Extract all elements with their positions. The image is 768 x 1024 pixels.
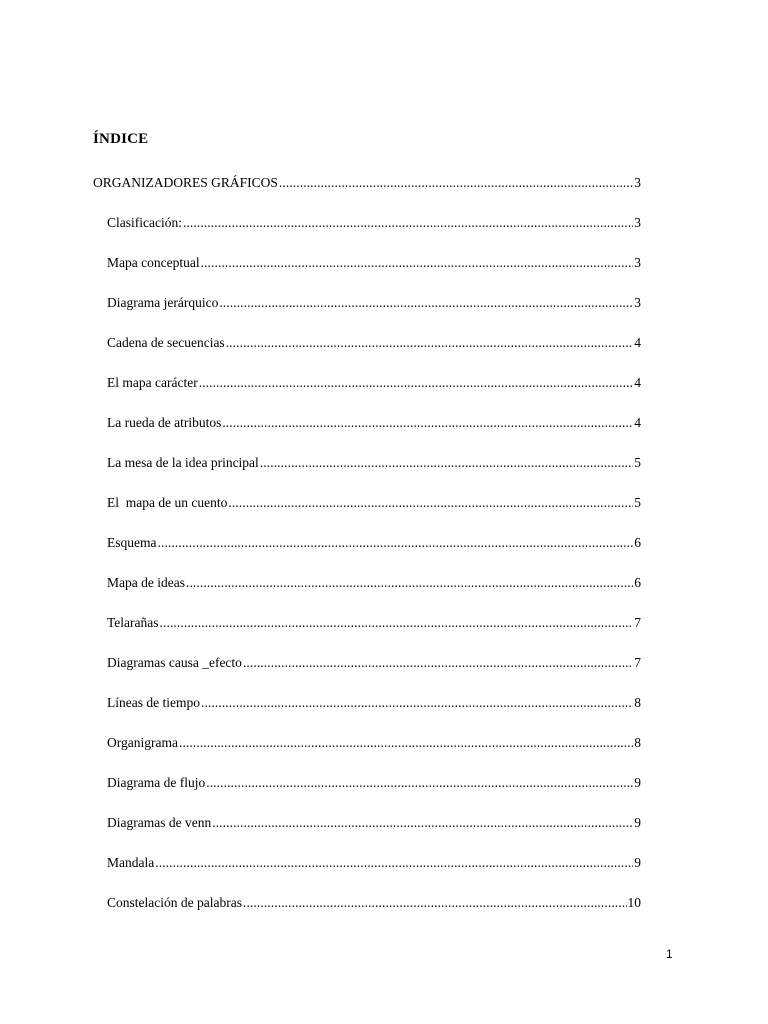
toc-entry-page: 10 [627, 895, 641, 910]
toc-entry-title: Diagrama de flujo [107, 775, 206, 790]
toc-entry[interactable] [93, 893, 641, 933]
toc-entry-title: Mapa de ideas [107, 575, 185, 590]
dot-leader [279, 173, 633, 193]
toc-entry-page: 4 [634, 415, 641, 430]
toc-entry-page: 4 [634, 335, 641, 350]
toc-entry-title: La mesa de la idea principal [107, 455, 259, 470]
toc-entry-title: Líneas de tiempo [107, 695, 200, 710]
toc-entry[interactable] [93, 533, 641, 573]
toc-entry[interactable] [93, 653, 641, 693]
toc-entry[interactable] [93, 853, 641, 893]
toc-entry-page: 9 [634, 815, 641, 830]
toc-entry-page: 9 [634, 855, 641, 870]
dot-leader [243, 653, 633, 673]
dot-leader [212, 813, 633, 833]
dot-leader [206, 773, 633, 793]
toc-entry-page: 8 [634, 695, 641, 710]
toc-entry[interactable] [93, 773, 641, 813]
toc-entry[interactable] [93, 413, 641, 453]
toc-entry-title: Esquema [107, 535, 157, 550]
toc-entry[interactable] [93, 733, 641, 773]
toc-entry-title: Mandala [107, 855, 155, 870]
dot-leader [260, 453, 633, 473]
toc-entry[interactable] [93, 253, 641, 293]
toc-entry-title: Constelación de palabras [107, 895, 242, 910]
toc-entry[interactable] [93, 213, 641, 253]
table-of-contents [93, 173, 641, 933]
toc-entry-page: 8 [634, 735, 641, 750]
toc-entry[interactable] [93, 453, 641, 493]
toc-entry-page: 6 [634, 535, 641, 550]
toc-entry[interactable] [93, 573, 641, 613]
toc-entry-page: 3 [634, 295, 641, 310]
dot-leader [228, 493, 633, 513]
toc-entry[interactable] [93, 173, 641, 213]
dot-leader [179, 733, 633, 753]
dot-leader [155, 853, 633, 873]
dot-leader [186, 573, 633, 593]
toc-entry-title: Cadena de secuencias [107, 335, 225, 350]
toc-entry-page: 3 [634, 215, 641, 230]
toc-entry[interactable] [93, 333, 641, 373]
toc-entry-page: 4 [634, 375, 641, 390]
toc-entry-title: El mapa de un cuento [107, 495, 228, 510]
toc-entry-title: Clasificación: [107, 215, 182, 230]
dot-leader [160, 613, 634, 633]
dot-leader [243, 893, 627, 913]
dot-leader [158, 533, 634, 553]
toc-entry-page: 7 [634, 615, 641, 630]
toc-entry-title: Mapa conceptual [107, 255, 200, 270]
toc-entry-title: El mapa carácter [107, 375, 198, 390]
toc-entry[interactable] [93, 293, 641, 333]
toc-entry-page: 5 [634, 495, 641, 510]
dot-leader [201, 253, 634, 273]
toc-entry-title: Diagramas de venn [107, 815, 212, 830]
toc-entry[interactable] [93, 693, 641, 733]
toc-entry-page: 7 [634, 655, 641, 670]
toc-entry[interactable] [93, 493, 641, 533]
dot-leader [226, 333, 634, 353]
toc-entry-title: Diagrama jerárquico [107, 295, 219, 310]
toc-entry-page: 5 [634, 455, 641, 470]
toc-heading: ÍNDICE [93, 131, 149, 147]
dot-leader [183, 213, 633, 233]
toc-entry-page: 3 [634, 255, 641, 270]
toc-entry-page: 6 [634, 575, 641, 590]
toc-entry-title: Diagramas causa _efecto [107, 655, 242, 670]
toc-entry-page: 9 [634, 775, 641, 790]
page-number: 1 [666, 947, 673, 961]
dot-leader [199, 373, 634, 393]
toc-entry-title: Organigrama [107, 735, 178, 750]
toc-entry[interactable] [93, 373, 641, 413]
toc-entry[interactable] [93, 813, 641, 853]
dot-leader [201, 693, 633, 713]
toc-entry-title: La rueda de atributos [107, 415, 222, 430]
dot-leader [222, 413, 633, 433]
toc-entry-title: Telarañas [107, 615, 159, 630]
toc-entry-page: 3 [634, 175, 641, 190]
toc-entry-title: ORGANIZADORES GRÁFICOS [93, 175, 278, 190]
toc-entry[interactable] [93, 613, 641, 653]
dot-leader [219, 293, 633, 313]
